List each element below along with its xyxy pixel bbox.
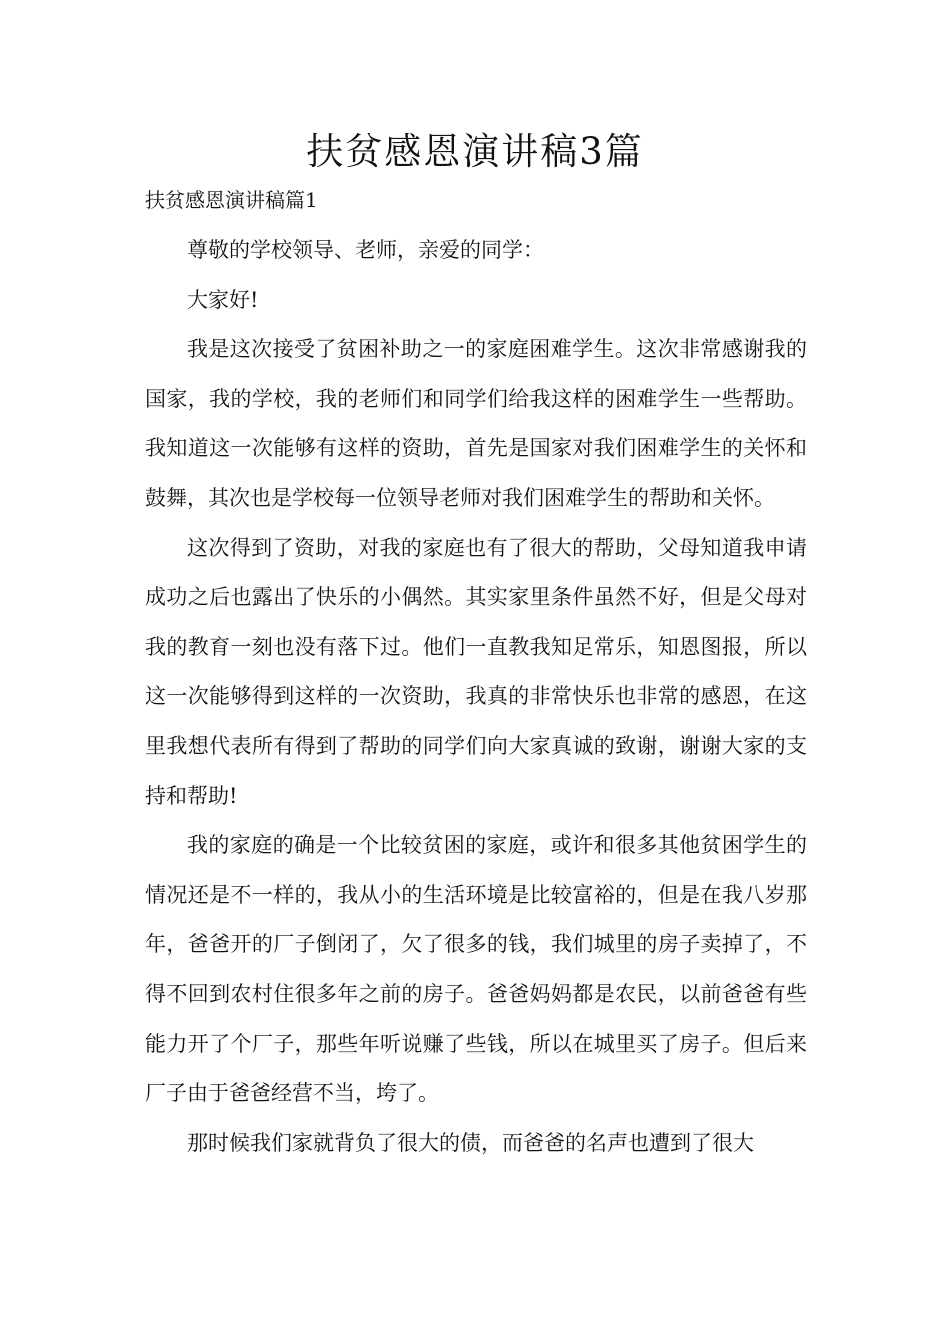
paragraph-4: 那时候我们家就背负了很大的债，而爸爸的名声也遭到了很大	[187, 1130, 754, 1155]
paragraph-1: 我是这次接受了贫困补助之一的家庭困难学生。这次非常感谢我的国家，我的学校，我的老师们和同学们给我这样的困难学生一些帮助。我知道这一次能够有这样的资助，首先是国家对我们困难学生的关怀和鼓舞，其次也是学校每一位领导老师对我们困难学生的帮助和关怀。	[145, 337, 807, 510]
document-body	[145, 180, 807, 1168]
paragraph-greeting: 尊敬的学校领导、老师，亲爱的同学：	[187, 238, 544, 262]
section-heading: 扶贫感恩演讲稿篇1	[145, 188, 318, 212]
paragraph-3: 我的家庭的确是一个比较贫困的家庭，或许和很多其他贫困学生的情况还是不一样的，我从小的生活环境是比较富裕的，但是在我八岁那年，爸爸开的厂子倒闭了，欠了很多的钱，我们城里的房子卖掉了，不得不回到农村住很多年之前的房子。爸爸妈妈都是农民，以前爸爸有些能力开了个厂子，那些年听说赚了些钱，所以在城里买了房子。但后来厂子由于爸爸经营不当，垮了。	[145, 833, 807, 1106]
paragraph-hello: 大家好!	[187, 287, 259, 312]
paragraph-2: 这次得到了资助，对我的家庭也有了很大的帮助，父母知道我申请成功之后也露出了快乐的小偶然。其实家里条件虽然不好，但是父母对我的教育一刻也没有落下过。他们一直教我知足常乐，知恩图报，所以这一次能够得到这样的一次资助，我真的非常快乐也非常的感恩，在这里我想代表所有得到了帮助的同学们向大家真诚的致谢，谢谢大家的支持和帮助!	[145, 535, 807, 808]
document-title: 扶贫感恩演讲稿3篇	[306, 130, 644, 173]
